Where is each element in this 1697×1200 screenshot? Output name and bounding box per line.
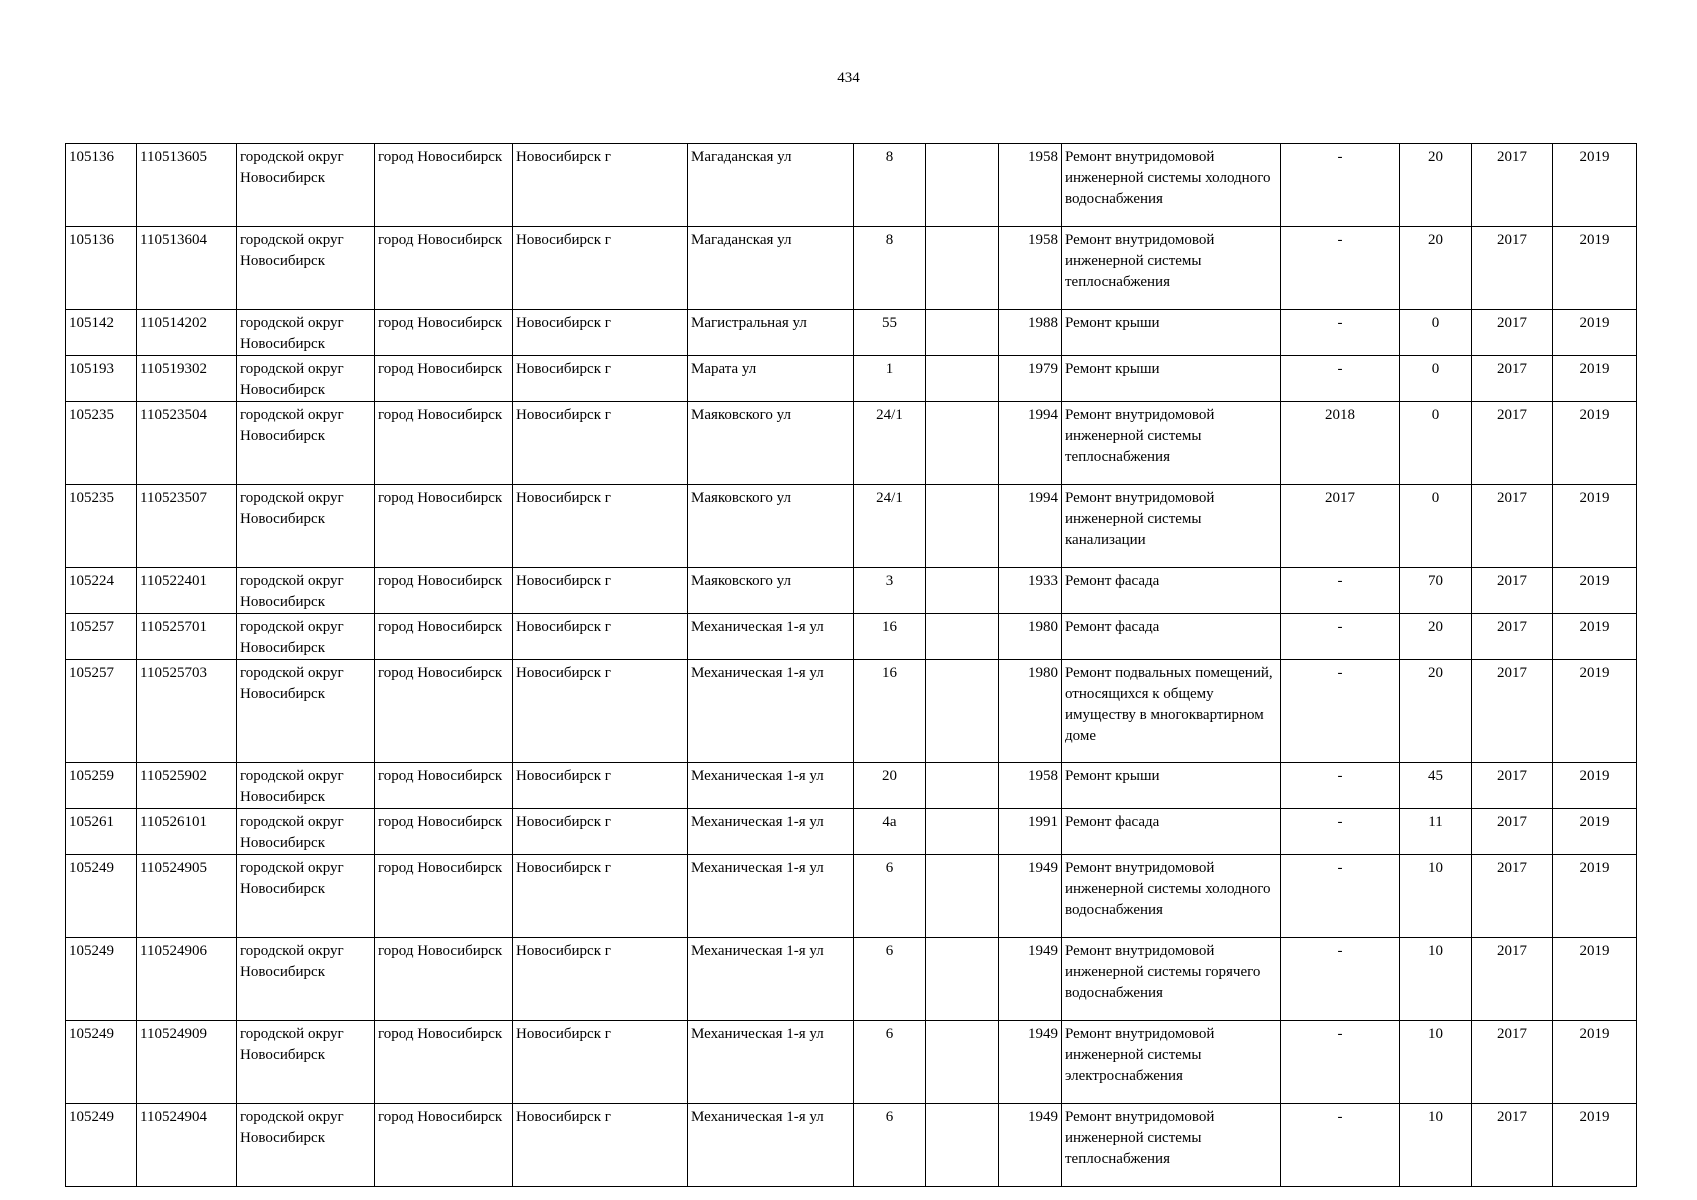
- cell-house-id: 105235: [66, 485, 137, 568]
- cell-wear-percent: 20: [1400, 144, 1472, 227]
- cell-street: Магаданская ул: [688, 227, 854, 310]
- cell-house-number: 8: [854, 227, 926, 310]
- cell-locality: Новосибирск г: [513, 402, 688, 485]
- cell-locality: Новосибирск г: [513, 1104, 688, 1187]
- cell-locality: Новосибирск г: [513, 144, 688, 227]
- cell-locality: Новосибирск г: [513, 660, 688, 763]
- cell-period-end: 2019: [1553, 1021, 1637, 1104]
- cell-building: [926, 402, 999, 485]
- cell-building: [926, 855, 999, 938]
- cell-work-type: Ремонт фасада: [1062, 614, 1281, 660]
- cell-build-year: 1980: [999, 660, 1062, 763]
- cell-building: [926, 485, 999, 568]
- cell-wear-percent: 0: [1400, 402, 1472, 485]
- cell-work-type: Ремонт внутридомовой инженерной системы теплоснабжения: [1062, 1104, 1281, 1187]
- cell-street: Магаданская ул: [688, 144, 854, 227]
- cell-municipal-district: городской округ Новосибирск: [237, 809, 375, 855]
- cell-last-repair-year: -: [1281, 855, 1400, 938]
- cell-period-start: 2017: [1472, 144, 1553, 227]
- cell-last-repair-year: -: [1281, 1021, 1400, 1104]
- cell-municipal-district: городской округ Новосибирск: [237, 763, 375, 809]
- cell-house-id: 105235: [66, 402, 137, 485]
- cell-period-start: 2017: [1472, 568, 1553, 614]
- cell-settlement-type: город Новосибирск: [375, 763, 513, 809]
- cell-municipal-district: городской округ Новосибирск: [237, 1021, 375, 1104]
- cell-work-type: Ремонт внутридомовой инженерной системы теплоснабжения: [1062, 402, 1281, 485]
- cell-building: [926, 809, 999, 855]
- table-row: [66, 485, 1637, 568]
- cell-period-start: 2017: [1472, 660, 1553, 763]
- cell-locality: Новосибирск г: [513, 614, 688, 660]
- cell-work-code: 110525703: [137, 660, 237, 763]
- cell-last-repair-year: -: [1281, 660, 1400, 763]
- cell-last-repair-year: 2018: [1281, 402, 1400, 485]
- cell-period-start: 2017: [1472, 402, 1553, 485]
- cell-work-code: 110524909: [137, 1021, 237, 1104]
- cell-work-code: 110514202: [137, 310, 237, 356]
- cell-wear-percent: 10: [1400, 1021, 1472, 1104]
- cell-period-end: 2019: [1553, 402, 1637, 485]
- cell-settlement-type: город Новосибирск: [375, 660, 513, 763]
- cell-street: Магистральная ул: [688, 310, 854, 356]
- table-row: [66, 310, 1637, 356]
- cell-street: Механическая 1-я ул: [688, 614, 854, 660]
- cell-work-type: Ремонт крыши: [1062, 310, 1281, 356]
- cell-build-year: 1949: [999, 855, 1062, 938]
- cell-build-year: 1958: [999, 144, 1062, 227]
- cell-last-repair-year: -: [1281, 568, 1400, 614]
- cell-wear-percent: 70: [1400, 568, 1472, 614]
- cell-building: [926, 660, 999, 763]
- cell-municipal-district: городской округ Новосибирск: [237, 614, 375, 660]
- cell-build-year: 1991: [999, 809, 1062, 855]
- cell-building: [926, 938, 999, 1021]
- cell-house-id: 105136: [66, 227, 137, 310]
- cell-build-year: 1933: [999, 568, 1062, 614]
- cell-work-code: 110526101: [137, 809, 237, 855]
- cell-period-start: 2017: [1472, 1021, 1553, 1104]
- cell-last-repair-year: -: [1281, 144, 1400, 227]
- cell-street: Механическая 1-я ул: [688, 938, 854, 1021]
- cell-work-type: Ремонт внутридомовой инженерной системы канализации: [1062, 485, 1281, 568]
- cell-street: Маяковского ул: [688, 485, 854, 568]
- table-row: [66, 763, 1637, 809]
- cell-house-id: 105257: [66, 660, 137, 763]
- cell-wear-percent: 0: [1400, 356, 1472, 402]
- cell-street: Механическая 1-я ул: [688, 855, 854, 938]
- cell-wear-percent: 11: [1400, 809, 1472, 855]
- cell-period-end: 2019: [1553, 855, 1637, 938]
- cell-street: Маяковского ул: [688, 568, 854, 614]
- cell-municipal-district: городской округ Новосибирск: [237, 227, 375, 310]
- cell-settlement-type: город Новосибирск: [375, 614, 513, 660]
- cell-municipal-district: городской округ Новосибирск: [237, 310, 375, 356]
- cell-period-end: 2019: [1553, 144, 1637, 227]
- cell-house-number: 6: [854, 1104, 926, 1187]
- cell-period-start: 2017: [1472, 938, 1553, 1021]
- cell-work-code: 110513605: [137, 144, 237, 227]
- cell-period-end: 2019: [1553, 938, 1637, 1021]
- cell-build-year: 1949: [999, 1021, 1062, 1104]
- cell-last-repair-year: 2017: [1281, 485, 1400, 568]
- repair-registry-table: [65, 143, 1637, 1187]
- cell-locality: Новосибирск г: [513, 809, 688, 855]
- cell-settlement-type: город Новосибирск: [375, 1104, 513, 1187]
- cell-period-start: 2017: [1472, 310, 1553, 356]
- cell-work-code: 110519302: [137, 356, 237, 402]
- cell-period-start: 2017: [1472, 227, 1553, 310]
- cell-period-start: 2017: [1472, 356, 1553, 402]
- cell-house-number: 16: [854, 614, 926, 660]
- cell-street: Механическая 1-я ул: [688, 809, 854, 855]
- cell-locality: Новосибирск г: [513, 356, 688, 402]
- cell-period-start: 2017: [1472, 809, 1553, 855]
- table-row: [66, 402, 1637, 485]
- cell-period-start: 2017: [1472, 1104, 1553, 1187]
- cell-house-number: 8: [854, 144, 926, 227]
- cell-house-number: 1: [854, 356, 926, 402]
- cell-last-repair-year: -: [1281, 356, 1400, 402]
- cell-work-code: 110523504: [137, 402, 237, 485]
- cell-house-id: 105259: [66, 763, 137, 809]
- cell-period-end: 2019: [1553, 614, 1637, 660]
- cell-house-number: 24/1: [854, 485, 926, 568]
- cell-building: [926, 614, 999, 660]
- cell-work-type: Ремонт внутридомовой инженерной системы электроснабжения: [1062, 1021, 1281, 1104]
- cell-period-end: 2019: [1553, 227, 1637, 310]
- cell-locality: Новосибирск г: [513, 310, 688, 356]
- cell-wear-percent: 0: [1400, 485, 1472, 568]
- cell-locality: Новосибирск г: [513, 227, 688, 310]
- cell-work-type: Ремонт внутридомовой инженерной системы теплоснабжения: [1062, 227, 1281, 310]
- cell-settlement-type: город Новосибирск: [375, 855, 513, 938]
- cell-locality: Новосибирск г: [513, 568, 688, 614]
- cell-house-id: 105257: [66, 614, 137, 660]
- cell-build-year: 1958: [999, 763, 1062, 809]
- cell-house-id: 105136: [66, 144, 137, 227]
- cell-last-repair-year: -: [1281, 938, 1400, 1021]
- cell-work-code: 110525701: [137, 614, 237, 660]
- cell-house-number: 6: [854, 855, 926, 938]
- cell-house-id: 105249: [66, 1021, 137, 1104]
- cell-last-repair-year: -: [1281, 763, 1400, 809]
- cell-municipal-district: городской округ Новосибирск: [237, 144, 375, 227]
- cell-municipal-district: городской округ Новосибирск: [237, 660, 375, 763]
- cell-house-number: 4а: [854, 809, 926, 855]
- cell-work-type: Ремонт фасада: [1062, 809, 1281, 855]
- cell-house-id: 105249: [66, 1104, 137, 1187]
- cell-wear-percent: 45: [1400, 763, 1472, 809]
- cell-street: Механическая 1-я ул: [688, 1021, 854, 1104]
- cell-work-code: 110523507: [137, 485, 237, 568]
- cell-last-repair-year: -: [1281, 614, 1400, 660]
- cell-municipal-district: городской округ Новосибирск: [237, 1104, 375, 1187]
- table-row: [66, 356, 1637, 402]
- cell-street: Механическая 1-я ул: [688, 1104, 854, 1187]
- table-row: [66, 227, 1637, 310]
- table-row: [66, 855, 1637, 938]
- page-number: 434: [837, 70, 860, 86]
- cell-build-year: 1949: [999, 938, 1062, 1021]
- cell-wear-percent: 20: [1400, 614, 1472, 660]
- cell-period-end: 2019: [1553, 356, 1637, 402]
- cell-settlement-type: город Новосибирск: [375, 1021, 513, 1104]
- cell-period-end: 2019: [1553, 660, 1637, 763]
- cell-work-code: 110524906: [137, 938, 237, 1021]
- cell-period-end: 2019: [1553, 1104, 1637, 1187]
- cell-period-end: 2019: [1553, 763, 1637, 809]
- cell-building: [926, 763, 999, 809]
- cell-building: [926, 144, 999, 227]
- cell-settlement-type: город Новосибирск: [375, 310, 513, 356]
- cell-build-year: 1949: [999, 1104, 1062, 1187]
- cell-last-repair-year: -: [1281, 1104, 1400, 1187]
- cell-locality: Новосибирск г: [513, 938, 688, 1021]
- cell-house-number: 20: [854, 763, 926, 809]
- cell-period-start: 2017: [1472, 614, 1553, 660]
- cell-wear-percent: 0: [1400, 310, 1472, 356]
- cell-work-type: Ремонт фасада: [1062, 568, 1281, 614]
- cell-building: [926, 356, 999, 402]
- cell-work-code: 110524905: [137, 855, 237, 938]
- cell-house-id: 105249: [66, 938, 137, 1021]
- cell-work-type: Ремонт внутридомовой инженерной системы холодного водоснабжения: [1062, 855, 1281, 938]
- cell-building: [926, 568, 999, 614]
- cell-municipal-district: городской округ Новосибирск: [237, 938, 375, 1021]
- cell-municipal-district: городской округ Новосибирск: [237, 356, 375, 402]
- cell-street: Механическая 1-я ул: [688, 660, 854, 763]
- cell-house-number: 3: [854, 568, 926, 614]
- cell-last-repair-year: -: [1281, 227, 1400, 310]
- cell-house-number: 24/1: [854, 402, 926, 485]
- table-row: [66, 1021, 1637, 1104]
- cell-municipal-district: городской округ Новосибирск: [237, 402, 375, 485]
- cell-house-id: 105261: [66, 809, 137, 855]
- cell-wear-percent: 20: [1400, 660, 1472, 763]
- cell-last-repair-year: -: [1281, 310, 1400, 356]
- cell-house-number: 55: [854, 310, 926, 356]
- cell-work-type: Ремонт крыши: [1062, 356, 1281, 402]
- cell-period-end: 2019: [1553, 310, 1637, 356]
- cell-wear-percent: 10: [1400, 938, 1472, 1021]
- cell-settlement-type: город Новосибирск: [375, 809, 513, 855]
- cell-work-type: Ремонт внутридомовой инженерной системы холодного водоснабжения: [1062, 144, 1281, 227]
- cell-house-id: 105193: [66, 356, 137, 402]
- cell-period-end: 2019: [1553, 485, 1637, 568]
- cell-build-year: 1994: [999, 402, 1062, 485]
- cell-work-code: 110524904: [137, 1104, 237, 1187]
- cell-settlement-type: город Новосибирск: [375, 356, 513, 402]
- cell-street: Маяковского ул: [688, 402, 854, 485]
- cell-municipal-district: городской округ Новосибирск: [237, 568, 375, 614]
- cell-last-repair-year: -: [1281, 809, 1400, 855]
- cell-locality: Новосибирск г: [513, 763, 688, 809]
- cell-period-start: 2017: [1472, 763, 1553, 809]
- cell-build-year: 1988: [999, 310, 1062, 356]
- cell-street: Марата ул: [688, 356, 854, 402]
- table-row: [66, 144, 1637, 227]
- cell-build-year: 1980: [999, 614, 1062, 660]
- cell-period-start: 2017: [1472, 485, 1553, 568]
- table-row: [66, 614, 1637, 660]
- cell-building: [926, 310, 999, 356]
- cell-settlement-type: город Новосибирск: [375, 938, 513, 1021]
- cell-settlement-type: город Новосибирск: [375, 568, 513, 614]
- cell-build-year: 1994: [999, 485, 1062, 568]
- cell-work-code: 110513604: [137, 227, 237, 310]
- cell-street: Механическая 1-я ул: [688, 763, 854, 809]
- cell-settlement-type: город Новосибирск: [375, 485, 513, 568]
- cell-house-number: 6: [854, 938, 926, 1021]
- cell-work-code: 110525902: [137, 763, 237, 809]
- cell-period-end: 2019: [1553, 568, 1637, 614]
- cell-locality: Новосибирск г: [513, 485, 688, 568]
- cell-house-id: 105224: [66, 568, 137, 614]
- cell-build-year: 1958: [999, 227, 1062, 310]
- cell-settlement-type: город Новосибирск: [375, 402, 513, 485]
- table-row: [66, 568, 1637, 614]
- cell-settlement-type: город Новосибирск: [375, 144, 513, 227]
- cell-settlement-type: город Новосибирск: [375, 227, 513, 310]
- cell-period-end: 2019: [1553, 809, 1637, 855]
- cell-work-type: Ремонт внутридомовой инженерной системы горячего водоснабжения: [1062, 938, 1281, 1021]
- cell-work-code: 110522401: [137, 568, 237, 614]
- cell-wear-percent: 10: [1400, 1104, 1472, 1187]
- table-body: [66, 144, 1637, 1187]
- table-row: [66, 1104, 1637, 1187]
- cell-house-number: 6: [854, 1021, 926, 1104]
- cell-wear-percent: 10: [1400, 855, 1472, 938]
- cell-house-id: 105142: [66, 310, 137, 356]
- cell-building: [926, 227, 999, 310]
- cell-work-type: Ремонт подвальных помещений, относящихся к общему имуществу в многоквартирном доме: [1062, 660, 1281, 763]
- cell-build-year: 1979: [999, 356, 1062, 402]
- cell-locality: Новосибирск г: [513, 855, 688, 938]
- cell-work-type: Ремонт крыши: [1062, 763, 1281, 809]
- cell-municipal-district: городской округ Новосибирск: [237, 485, 375, 568]
- cell-locality: Новосибирск г: [513, 1021, 688, 1104]
- cell-wear-percent: 20: [1400, 227, 1472, 310]
- cell-house-number: 16: [854, 660, 926, 763]
- cell-building: [926, 1104, 999, 1187]
- cell-building: [926, 1021, 999, 1104]
- table-row: [66, 809, 1637, 855]
- table-row: [66, 660, 1637, 763]
- table-row: [66, 938, 1637, 1021]
- cell-period-start: 2017: [1472, 855, 1553, 938]
- cell-municipal-district: городской округ Новосибирск: [237, 855, 375, 938]
- cell-house-id: 105249: [66, 855, 137, 938]
